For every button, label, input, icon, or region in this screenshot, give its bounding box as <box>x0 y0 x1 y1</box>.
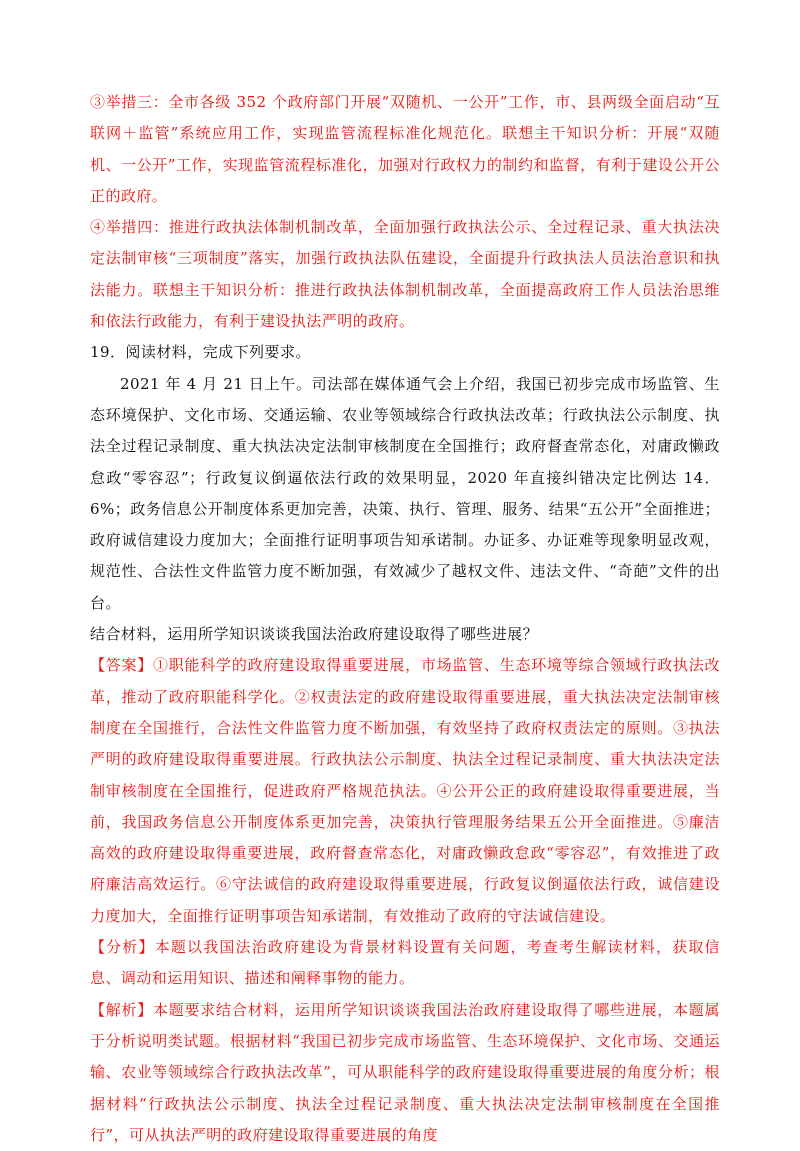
analysis-paragraph <box>90 932 720 995</box>
explanation-paragraph <box>90 995 720 1151</box>
analysis-label: 【分析】 <box>90 938 155 957</box>
question-number-line: 19．阅读材料，完成下列要求。 <box>90 343 311 362</box>
question-prompt: 结合材料，运用所学知识谈谈我国法治政府建设取得了哪些进展？ <box>90 625 539 644</box>
explanation-text: 本题要求结合材料，运用所学知识谈谈我国法治政府建设取得了哪些进展，本题属于分析说明类试题。根据材料“我国已初步完成市场监管、生态环境保护、文化市场、交通运输、农业等领域综合行政执法改革”，可从职能科学的政府建设取得重要进展的角度分析；根据材料“行政执法公示制度、执法全过程记录制度、重大执法决定法制审核制度在全国推行”，可从执法严明的政府建设取得重要进展的角度 <box>90 1000 720 1144</box>
answer-text: ①职能科学的政府建设取得重要进展，市场监管、生态环境等综合领域行政执法改革，推动了政府职能科学化。②权责法定的政府建设取得重要进展，重大执法决定法制审核制度在全国推行，合法性文件监管力度不断加强，有效坚持了政府权责法定的原则。③执法严明的政府建设取得重要进展。行政执法公示制度、执法全过程记录制度、重大执法决定法制审核制度在全国推行，促进政府严格规范执法。④公开公正的政府建设取得重要进展，当前，我国政务信息公开制度体系更加完善，决策执行管理服务结果五公开全面推进。⑤廉洁高效的政府建设取得重要进展，政府督查常态化，对庸政懒政怠政“零容忍”，有效推进了政府廉洁高效运行。⑥守法诚信的政府建设取得重要进展，行政复议倒逼依法行政，诚信建设力度加大，全面推行证明事项告知承诺制，有效推动了政府的守法诚信建设。 <box>90 656 720 925</box>
explanation-label: 【解析】 <box>90 1000 154 1019</box>
answer-label: 【答案】 <box>90 656 154 675</box>
measure-three-paragraph: ③举措三：全市各级 352 个政府部门开展“双随机、一公开”工作，市、县两级全面启动“互联网＋监管”系统应用工作，实现监管流程标准化规范化。联想主干知识分析：开展“双随机、一公开”工作，实现监管流程标准化，加强对行政权力的制约和监督，有利于建设公开公正的政府。 <box>90 93 720 205</box>
answer-paragraph <box>90 650 720 932</box>
measure-four-paragraph: ④举措四：推进行政执法体制机制改革，全面加强行政执法公示、全过程记录、重大执法决定法制审核“三项制度”落实，加强行政执法队伍建设，全面提升行政执法人员法治意识和执法能力。联想主干知识分析：推进行政执法体制机制改革，全面提高政府工作人员法治思维和依法行政能力，有利于建设执法严明的政府。 <box>90 218 720 331</box>
page-content <box>90 87 720 1151</box>
analysis-text: 本题以我国法治政府建设为背景材料设置有关问题，考查考生解读材料，获取信息、调动和运用知识、描述和阐释事物的能力。 <box>90 938 720 988</box>
question-material: 2021 年 4 月 21 日上午。司法部在媒体通气会上介绍，我国已初步完成市场监管、生态环境保护、文化市场、交通运输、农业等领域综合行政执法改革；行政执法公示制度、执法全过程记录制度、重大执法决定法制审核制度在全国推行；政府督查常态化，对庸政懒政怠政“零容忍”；行政复议倒逼依法行政的效果明显，2020 年直接纠错决定比例达 14．6%；政务信息公开制度体系更加完善，决策、执行、管理、服务、结果“五公开”全面推进；政府诚信建设力度加大；全面推行证明事项告知承诺制。办证多、办证难等现象明显改观，规范性、合法性文件监管力度不断加强，有效减少了越权文件、违法文件、“奇葩”文件的出台。 <box>90 374 720 612</box>
